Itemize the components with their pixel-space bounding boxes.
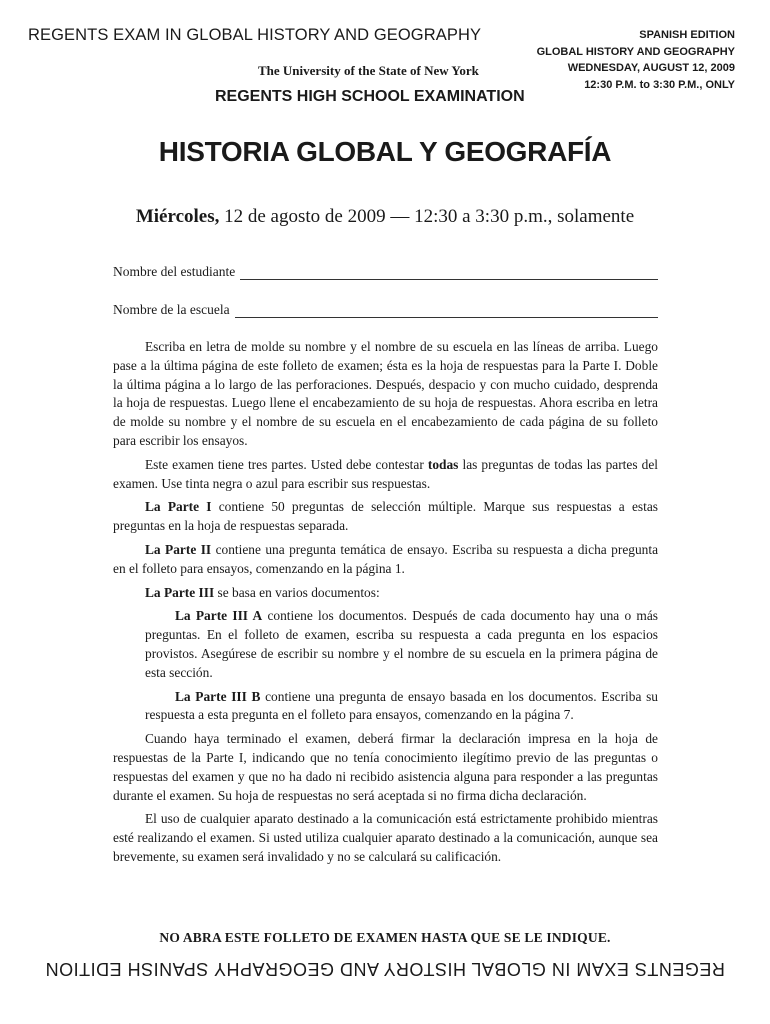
instruction-part-1 [113, 498, 658, 536]
exam-type-heading: REGENTS HIGH SCHOOL EXAMINATION [215, 88, 525, 105]
part-3a-text: contiene los documentos. Después de cada documento hay una o más preguntas. En el folleto de examen, escriba su respuesta a cada pregunta en los espacios provistos. Asegúrese de escribir su nombre y el nombre de su escuela en la primera página de esta sección. [145, 608, 658, 680]
instruction-part-3b [113, 688, 658, 726]
date-day: Miércoles, [135, 206, 220, 227]
date-line [0, 206, 770, 228]
part-1-text: contiene 50 preguntas de selección múltiple. Marque sus respuestas a estas preguntas en la hoja de respuestas separada. [113, 499, 658, 534]
instruction-part-3 [113, 584, 658, 603]
university-name: The University of the State of New York [258, 63, 479, 78]
edition-label: SPANISH EDITION [639, 29, 735, 41]
instruction-part-2 [113, 541, 658, 579]
student-name-field[interactable] [113, 264, 658, 280]
instruction-paragraph-declaration: Cuando haya terminado el examen, deberá firmar la declaración impresa en la hoja de respuestas de la Parte I, indicando que no tenía conocimiento ilegítimo previo de las preguntas o respuestas del examen y que no ha dado ni recibido asistencia alguna para responder a las preguntas durante el examen. Su hoja de respuestas no será aceptada si no firma dicha declaración. [113, 731, 658, 803]
school-name-label: Nombre de la escuela [113, 302, 230, 317]
inverted-footer: REGENTS EXAM IN GLOBAL HISTORY AND GEOGRAPHY SPANISH EDITION [45, 959, 725, 979]
page-title: HISTORIA GLOBAL Y GEOGRAFÍA [158, 136, 612, 167]
edition-info [537, 27, 735, 93]
instruction-paragraph-devices: El uso de cualquier aparato destinado a la comunicación está estrictamente prohibido mientras esté realizando el examen. Si usted utiliza cualquier aparato destinado a la comunicación, aunque sea brevemente, su examen será invalidado y no se calculará su calificación. [113, 811, 658, 864]
instruction-paragraph-1: Escriba en letra de molde su nombre y el nombre de su escuela en las líneas de arriba. Luego pase a la última página de este folleto de examen; ésta es la hoja de respuestas para la Parte I. Doble la última página a lo largo de las perforaciones. Después, despacio y con mucho cuidado, desprenda la hoja de respuestas. Luego llene el encabezamiento de su hoja de respuestas. Ahora escriba en letra de molde su nombre y el nombre de su escuela en el encabezamiento de cada página de su folleto para escribir los ensayos. [113, 339, 658, 448]
school-name-field[interactable] [113, 302, 658, 318]
student-name-label: Nombre del estudiante [113, 264, 236, 279]
part-3-label: La Parte III [145, 584, 215, 600]
student-name-line[interactable] [240, 267, 658, 280]
school-name-line[interactable] [235, 305, 658, 318]
instruction-paragraph-2 [113, 456, 658, 494]
exam-time: 12:30 P.M. to 3:30 P.M., ONLY [584, 78, 735, 91]
p2-bold: todas [427, 456, 459, 472]
part-3-text: se basa en varios documentos: [214, 584, 380, 600]
instruction-part-3a [113, 607, 658, 682]
part-2-label: La Parte II [145, 541, 212, 557]
exam-date: WEDNESDAY, AUGUST 12, 2009 [567, 62, 735, 74]
subject-label: GLOBAL HISTORY AND GEOGRAPHY [536, 45, 735, 58]
part-3a-label: La Parte III A [175, 608, 263, 624]
date-rest: 12 de agosto de 2009 — 12:30 a 3:30 p.m., solamente [219, 206, 635, 227]
part-2-text: contiene una pregunta temática de ensayo. Escriba su respuesta a dicha pregunta en el folleto para ensayos, comenzando en la página 1. [113, 541, 659, 576]
do-not-open-notice: NO ABRA ESTE FOLLETO DE EXAMEN HASTA QUE SE LE INDIQUE. [159, 930, 611, 945]
instructions [113, 338, 658, 872]
exam-title-header: REGENTS EXAM IN GLOBAL HISTORY AND GEOGRAPHY [28, 26, 482, 44]
part-3b-label: La Parte III B [175, 688, 261, 704]
p2-text-b: las preguntas de todas las partes del examen. Use tinta negra o azul para escribir sus respuestas. [113, 456, 659, 491]
p2-text-a: Este examen tiene tres partes. Usted debe contestar [145, 456, 428, 472]
part-1-label: La Parte I [145, 499, 212, 515]
part-3b-text: contiene una pregunta de ensayo basada en los documentos. Escriba su respuesta a esta pregunta en el folleto para ensayos, comenzando en la página 7. [145, 688, 658, 723]
